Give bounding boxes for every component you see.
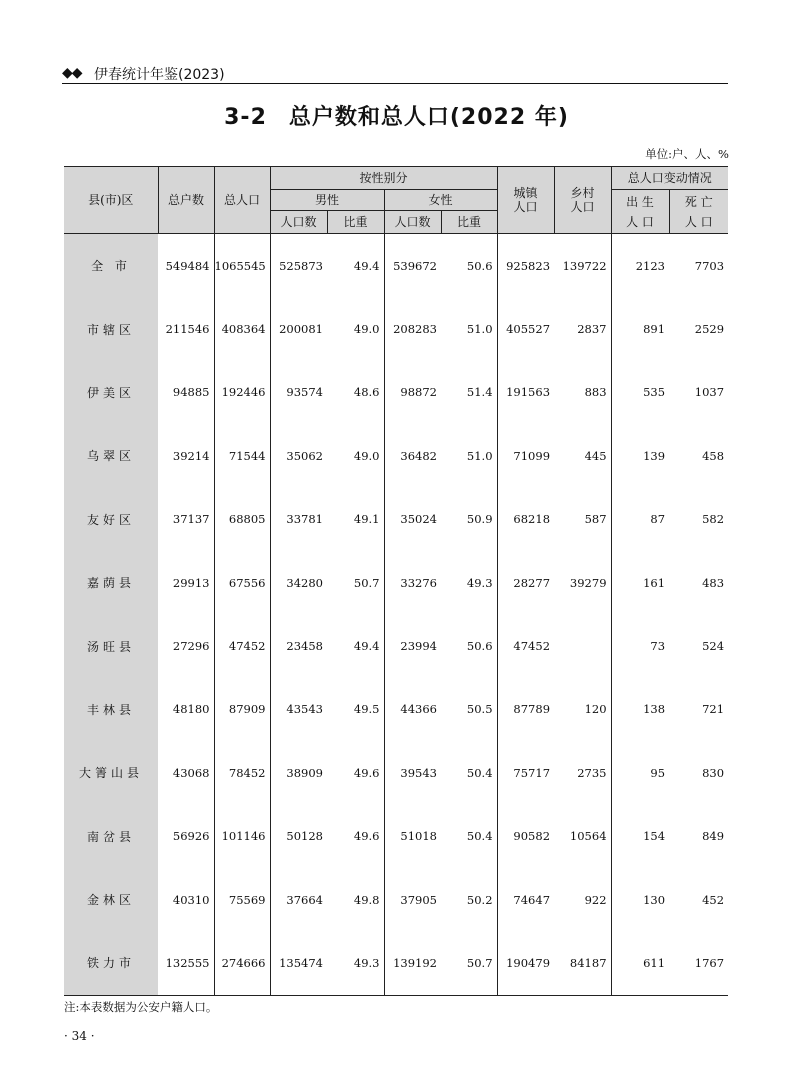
cell-births: 2123: [611, 234, 669, 298]
cell-deaths: 483: [702, 575, 725, 590]
table-row: [64, 424, 728, 487]
table-row: [64, 741, 728, 804]
cell-households: 132555: [158, 931, 214, 995]
cell-total-pop: 75569: [214, 868, 270, 931]
cell-female-pop: 39543: [384, 741, 441, 804]
cell-deaths: 721: [702, 702, 725, 717]
cell-male-ratio: 49.0: [353, 448, 380, 463]
page-number: · 34 ·: [64, 1029, 95, 1043]
cell-rural: 922: [584, 892, 607, 907]
header-female-ratio: 比重: [441, 211, 497, 234]
cell-households: 48180: [172, 702, 210, 717]
cell-households: 43068: [172, 765, 210, 780]
diamond-icon: ◆◆: [62, 65, 82, 81]
table-row: [64, 234, 728, 298]
cell-male-pop: 35062: [270, 424, 327, 487]
cell-households: 40310: [172, 892, 210, 907]
cell-total-pop: 87909: [214, 678, 270, 741]
cell-rural: 10564: [569, 829, 607, 844]
cell-female-ratio: 50.2: [466, 892, 493, 907]
cell-births: 611: [611, 931, 669, 995]
cell-region: 市辖区: [64, 297, 158, 360]
cell-rural: 2735: [577, 765, 607, 780]
cell-deaths: 7703: [694, 258, 725, 273]
cell-male-pop: 93574: [270, 361, 327, 424]
table-row: [64, 614, 728, 677]
cell-deaths: 582: [702, 512, 725, 527]
cell-male-pop: 23458: [270, 614, 327, 677]
header-births-line2: 人 口: [626, 214, 654, 229]
table-row: [64, 805, 728, 868]
cell-female-pop: 36482: [384, 424, 441, 487]
cell-rural: 139722: [562, 258, 607, 273]
cell-urban: 90582: [497, 805, 554, 868]
header-change: 总人口变动情况: [611, 167, 728, 190]
header-deaths-line2: 人 口: [684, 214, 713, 229]
cell-urban: 925823: [497, 234, 554, 298]
cell-male-ratio: 49.4: [353, 258, 380, 273]
cell-rural: 883: [584, 385, 607, 400]
cell-female-ratio: 50.6: [466, 258, 493, 273]
cell-male-pop: 37664: [270, 868, 327, 931]
cell-male-ratio: 49.0: [353, 322, 380, 337]
cell-total-pop: 101146: [214, 805, 270, 868]
cell-deaths: 2529: [694, 322, 725, 337]
cell-female-pop: 539672: [384, 234, 441, 298]
cell-total-pop: 1065545: [214, 234, 270, 298]
cell-male-pop: 50128: [270, 805, 327, 868]
cell-urban: 47452: [497, 614, 554, 677]
cell-female-pop: 37905: [384, 868, 441, 931]
cell-urban: 191563: [497, 361, 554, 424]
table-row: [64, 297, 728, 360]
cell-region: 伊美区: [64, 361, 158, 424]
cell-region: 南岔县: [64, 805, 158, 868]
cell-female-ratio: 51.4: [466, 385, 493, 400]
cell-region: 汤旺县: [64, 614, 158, 677]
header-households: 总户数: [158, 167, 214, 234]
cell-male-pop: 200081: [270, 297, 327, 360]
header-urban: [497, 167, 554, 234]
header-rule: [62, 83, 728, 84]
cell-urban: 71099: [497, 424, 554, 487]
cell-households: 37137: [172, 512, 210, 527]
table-note: 注:本表数据为公安户籍人口。: [64, 1000, 218, 1014]
cell-households: 94885: [172, 385, 210, 400]
cell-total-pop: 192446: [214, 361, 270, 424]
cell-male-pop: 135474: [270, 931, 327, 995]
cell-region: 铁力市: [64, 931, 158, 995]
table-row: [64, 931, 728, 995]
cell-female-ratio: 50.9: [466, 512, 493, 527]
cell-region: 金林区: [64, 868, 158, 931]
cell-households: 27296: [172, 639, 210, 654]
table-body: [64, 234, 728, 996]
header-male-pop: 人口数: [270, 211, 327, 234]
cell-households: 56926: [172, 829, 210, 844]
table-row: [64, 361, 728, 424]
cell-female-pop: 44366: [384, 678, 441, 741]
table-title-text: 总户数和总人口(2022 年): [288, 105, 569, 130]
header-rural-line1: 乡村: [570, 186, 595, 200]
table-row: [64, 678, 728, 741]
cell-female-ratio: 51.0: [466, 322, 493, 337]
cell-total-pop: 68805: [214, 488, 270, 551]
cell-female-ratio: 50.6: [466, 639, 493, 654]
cell-births: 891: [611, 297, 669, 360]
cell-male-pop: 43543: [270, 678, 327, 741]
cell-urban: 68218: [497, 488, 554, 551]
table-row: [64, 868, 728, 931]
book-title: 伊春统计年鉴(2023): [94, 67, 225, 83]
cell-households: 39214: [172, 448, 210, 463]
cell-rural: [554, 614, 611, 677]
cell-region: 乌翠区: [64, 424, 158, 487]
cell-rural: 84187: [554, 931, 611, 995]
header-rural-line2: 人口: [570, 200, 595, 214]
cell-male-ratio: 49.1: [353, 512, 380, 527]
header-rural: [554, 167, 611, 234]
cell-male-ratio: 49.5: [353, 702, 380, 717]
cell-female-ratio: 50.5: [466, 702, 493, 717]
cell-male-pop: 38909: [270, 741, 327, 804]
header-region: 县(市)区: [64, 167, 158, 234]
cell-male-pop: 34280: [270, 551, 327, 614]
cell-households: 29913: [172, 575, 210, 590]
cell-deaths: 452: [702, 892, 725, 907]
cell-rural: 2837: [577, 322, 607, 337]
cell-female-pop: 33276: [384, 551, 441, 614]
cell-households: 211546: [165, 322, 210, 337]
cell-region: 大箐山县: [64, 741, 158, 804]
cell-deaths: 1767: [669, 931, 728, 995]
cell-births: 130: [611, 868, 669, 931]
cell-total-pop: 78452: [214, 741, 270, 804]
cell-female-pop: 35024: [384, 488, 441, 551]
cell-female-ratio: 49.3: [466, 575, 493, 590]
cell-female-pop: 208283: [384, 297, 441, 360]
cell-deaths: 458: [702, 448, 725, 463]
cell-female-pop: 139192: [384, 931, 441, 995]
header-deaths: [669, 190, 728, 234]
cell-female-ratio: 50.4: [466, 765, 493, 780]
header-births-line1: 出 生: [626, 194, 654, 209]
header-deaths-line1: 死 亡: [684, 194, 713, 209]
cell-region: 全 市: [64, 234, 158, 298]
table-number: 3-2: [224, 105, 267, 130]
cell-urban: 74647: [497, 868, 554, 931]
cell-households: 549484: [165, 258, 210, 273]
header-total-pop: 总人口: [214, 167, 270, 234]
cell-total-pop: 71544: [214, 424, 270, 487]
cell-births: 138: [611, 678, 669, 741]
cell-deaths: 849: [702, 829, 725, 844]
cell-rural: 445: [584, 448, 607, 463]
cell-urban: 87789: [497, 678, 554, 741]
cell-region: 丰林县: [64, 678, 158, 741]
cell-female-pop: 51018: [384, 805, 441, 868]
population-table: [64, 166, 728, 996]
header-female: 女性: [384, 190, 497, 211]
cell-deaths: 524: [702, 639, 725, 654]
header-male: 男性: [270, 190, 384, 211]
cell-male-ratio: 50.7: [353, 575, 380, 590]
cell-rural: 587: [584, 512, 607, 527]
cell-male-ratio: 49.6: [353, 765, 380, 780]
table-title: [0, 100, 793, 131]
cell-female-ratio: 51.0: [466, 448, 493, 463]
header-by-sex: 按性别分: [270, 167, 497, 190]
table-row: [64, 551, 728, 614]
cell-male-pop: 33781: [270, 488, 327, 551]
cell-births: 154: [611, 805, 669, 868]
cell-male-ratio: 49.4: [353, 639, 380, 654]
cell-urban: 75717: [497, 741, 554, 804]
cell-rural: 39279: [569, 575, 607, 590]
cell-rural: 120: [584, 702, 607, 717]
cell-urban: 28277: [497, 551, 554, 614]
cell-births: 161: [611, 551, 669, 614]
cell-female-ratio: 50.7: [441, 931, 497, 995]
cell-deaths: 1037: [694, 385, 725, 400]
header-female-pop: 人口数: [384, 211, 441, 234]
cell-female-pop: 98872: [384, 361, 441, 424]
running-head: [62, 62, 728, 84]
cell-male-pop: 525873: [270, 234, 327, 298]
header-births: [611, 190, 669, 234]
header-male-ratio: 比重: [327, 211, 384, 234]
cell-total-pop: 274666: [214, 931, 270, 995]
cell-births: 95: [611, 741, 669, 804]
cell-male-ratio: 49.8: [353, 892, 380, 907]
cell-births: 139: [611, 424, 669, 487]
table-row: [64, 488, 728, 551]
cell-total-pop: 408364: [214, 297, 270, 360]
cell-region: 友好区: [64, 488, 158, 551]
cell-region: 嘉荫县: [64, 551, 158, 614]
cell-deaths: 830: [702, 765, 725, 780]
cell-male-ratio: 48.6: [353, 385, 380, 400]
header-urban-line2: 人口: [513, 200, 538, 214]
cell-births: 535: [611, 361, 669, 424]
cell-female-pop: 23994: [384, 614, 441, 677]
cell-male-ratio: 49.3: [327, 931, 384, 995]
cell-births: 87: [611, 488, 669, 551]
unit-label: 单位:户、人、%: [645, 147, 729, 161]
header-urban-line1: 城镇: [513, 186, 538, 200]
cell-urban: 405527: [497, 297, 554, 360]
cell-total-pop: 67556: [214, 551, 270, 614]
cell-female-ratio: 50.4: [466, 829, 493, 844]
cell-urban: 190479: [497, 931, 554, 995]
cell-male-ratio: 49.6: [353, 829, 380, 844]
cell-total-pop: 47452: [214, 614, 270, 677]
cell-births: 73: [611, 614, 669, 677]
